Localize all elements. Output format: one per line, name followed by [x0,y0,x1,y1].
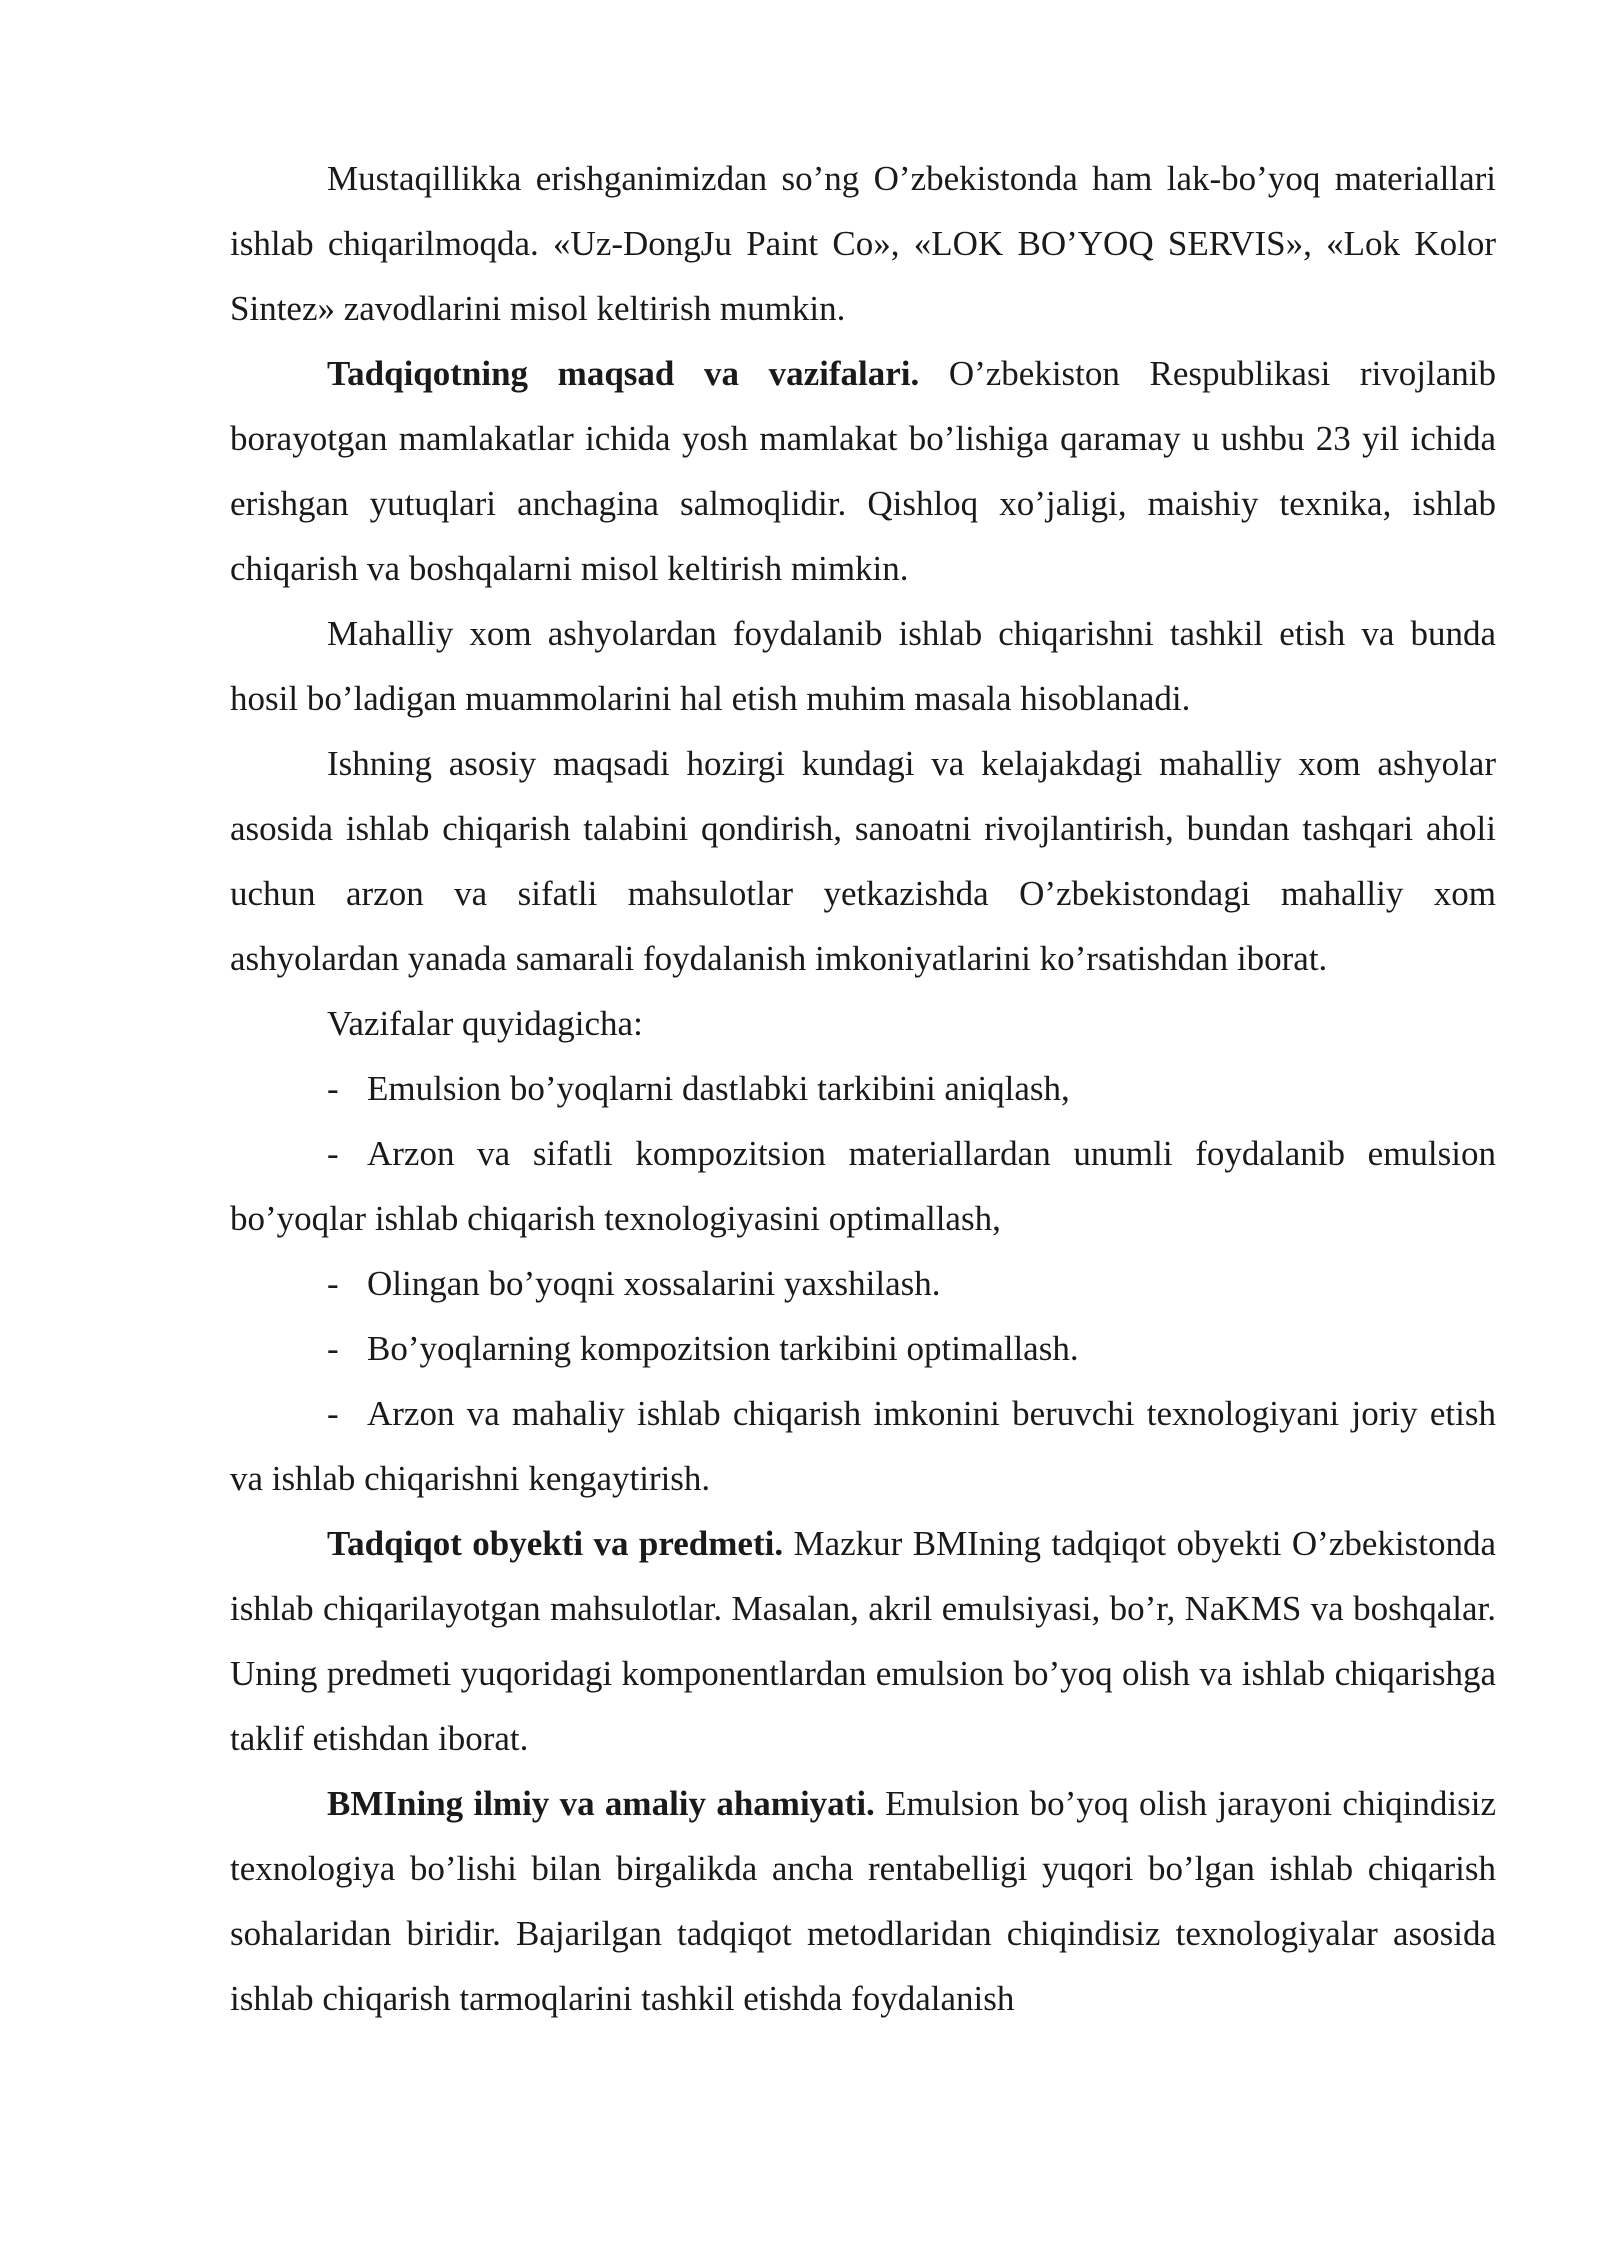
paragraph-goals-body: O’zbekiston Respublikasi rivojlanib borayotgan mamlakatlar ichida yosh mamlakat bo’lishiga qaramay u ushbu 23 yil ichida erishgan yutuqlari anchagina salmoqlidir. Qishloq xo’jaligi, maishiy texnika, ishlab chiqarish va boshqalarni misol keltirish mimkin. [230,354,1496,588]
task-item [230,1251,1496,1316]
task-list [230,1056,1496,1511]
paragraph-intro: Mustaqillikka erishganimizdan so’ng O’zbekistonda ham lak-bo’yoq materiallari ishlab chiqarilmoqda. «Uz-DongJu Paint Co», «LOK BO’YOQ SERVIS», «Lok Kolor Sintez» zavodlarini misol keltirish mumkin. [230,159,1496,328]
section-heading-object: Tadqiqot obyekti va predmeti. [327,1524,784,1563]
paragraph-main-goal: Ishning asosiy maqsadi hozirgi kundagi va kelajakdagi mahalliy xom ashyolar asosida ishlab chiqarish talabini qondirish, sanoatni rivojlantirish, bundan tashqari aholi uchun arzon va sifatli mahsulotlar yetkazishda O’zbekistondagi mahalliy xom ashyolardan yanada samarali foydalanish imkoniyatlarini ko’rsatishdan iborat. [230,744,1496,978]
paragraph-significance-body: Emulsion bo’yoq olish jarayoni chiqindisiz texnologiya bo’lishi bilan birgalikda ancha rentabelligi yuqori bo’lgan ishlab chiqarish sohalaridan biridir. Bajarilgan tadqiqot metodlaridan chiqindisiz texnologiyalar asosida ishlab chiqarish tarmoqlarini tashkil etishda foydalanish [230,1784,1496,2018]
section-heading-goals: Tadqiqotning maqsad va vazifalari. [327,354,920,393]
paragraph-goals [230,341,1496,601]
task-item [230,1316,1496,1381]
task-item-text: Emulsion bo’yoqlarni dastlabki tarkibini aniqlash, [367,1069,1070,1108]
task-item-text: Arzon va mahaliy ishlab chiqarish imkonini beruvchi texnologiyani joriy etish va ishlab chiqarishni kengaytirish. [230,1394,1496,1498]
task-item-text: Olingan bo’yoqni xossalarini yaxshilash. [367,1264,941,1303]
list-dash: - [327,1394,339,1433]
paragraph-object [230,1511,1496,1771]
task-item-text: Bo’yoqlarning kompozitsion tarkibini optimallash. [367,1329,1079,1368]
list-dash: - [327,1264,339,1303]
task-item [230,1381,1496,1511]
paragraph-local-materials: Mahalliy xom ashyolardan foydalanib ishlab chiqarishni tashkil etish va bunda hosil bo’ladigan muammolarini hal etish muhim masala hisoblanadi. [230,614,1496,718]
paragraph-object-body: Mazkur BMIning tadqiqot obyekti O’zbekistonda ishlab chiqarilayotgan mahsulotlar. Masalan, akril emulsiyasi, bo’r, NaKMS va boshqalar. Uning predmeti yuqoridagi komponentlardan emulsion bo’yoq olish va ishlab chiqarishga taklif etishdan iborat. [230,1524,1496,1758]
task-item [230,1121,1496,1251]
list-dash: - [327,1329,339,1368]
document-page [230,146,1496,2031]
section-heading-significance: BMIning ilmiy va amaliy ahamiyati. [327,1784,875,1823]
task-item-text: Arzon va sifatli kompozitsion materiallardan unumli foydalanib emulsion bo’yoqlar ishlab chiqarish texnologiyasini optimallash, [230,1134,1496,1238]
paragraph-tasks-intro: Vazifalar quyidagicha: [327,1004,643,1043]
list-dash: - [327,1069,339,1108]
list-dash: - [327,1134,339,1173]
paragraph-significance [230,1771,1496,2031]
task-item [230,1056,1496,1121]
